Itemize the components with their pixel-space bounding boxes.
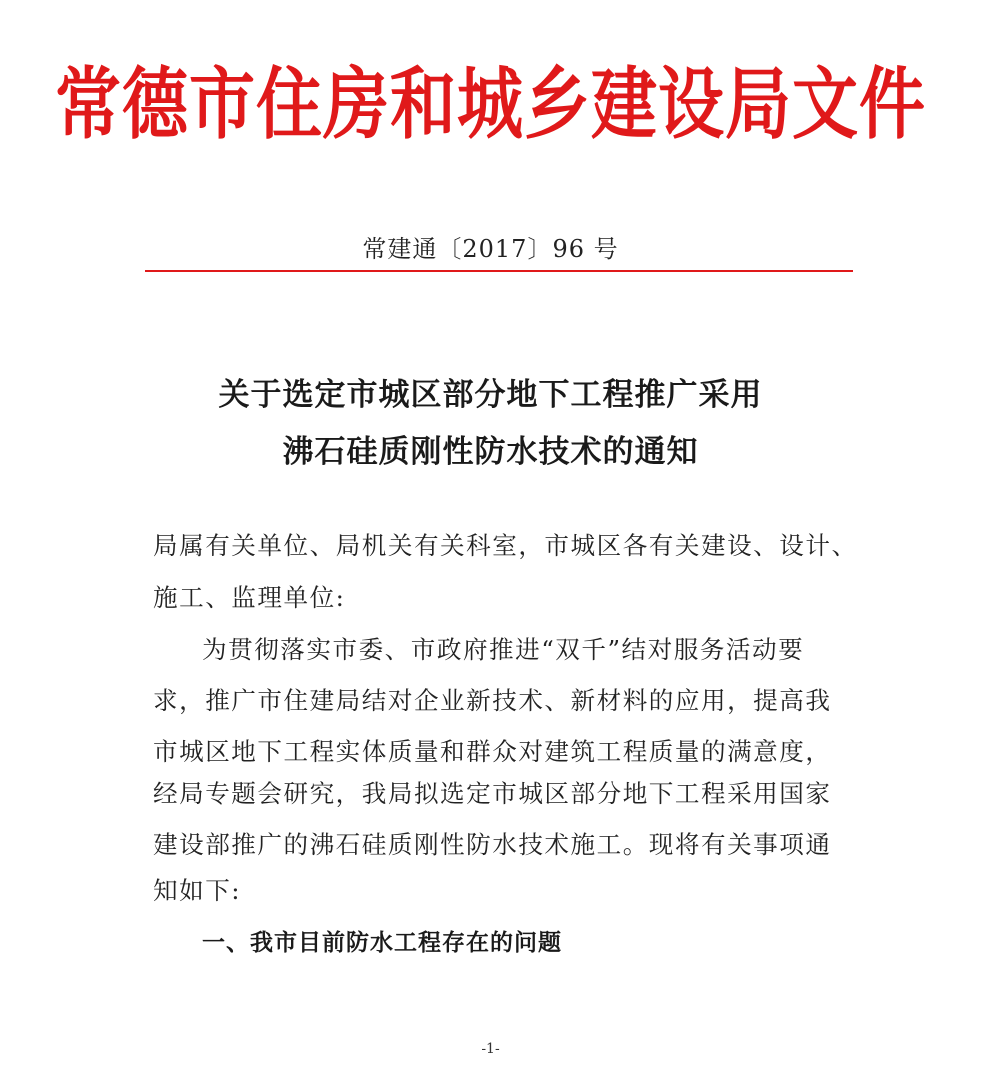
red-divider-line xyxy=(145,270,853,272)
page-number: -1- xyxy=(481,1041,500,1057)
body-paragraph-line: 求，推广市住建局结对企业新技术、新材料的应用，提高我 xyxy=(153,686,832,715)
document-title-line-2: 沸石硅质刚性防水技术的通知 xyxy=(282,434,699,470)
body-paragraph-line: 为贯彻落实市委、市政府推进“双千”结对服务活动要 xyxy=(202,635,805,664)
addressee-line-1: 局属有关单位、局机关有关科室，市城区各有关建设、设计、 xyxy=(153,531,858,560)
document-number: 常建通〔2017〕96 号 xyxy=(362,235,619,263)
document-title-line-1: 关于选定市城区部分地下工程推广采用 xyxy=(218,377,763,413)
section-heading: 一、我市目前防水工程存在的问题 xyxy=(202,930,562,956)
issuer-red-header: 常德市住房和城乡建设局文件 xyxy=(55,59,926,151)
body-paragraph-line: 知如下: xyxy=(153,876,242,905)
body-paragraph-line: 经局专题会研究，我局拟选定市城区部分地下工程采用国家 xyxy=(153,779,832,808)
addressee-line-2: 施工、监理单位: xyxy=(153,583,346,612)
body-paragraph-line: 市城区地下工程实体质量和群众对建筑工程质量的满意度， xyxy=(153,737,832,766)
body-paragraph-line: 建设部推广的沸石硅质刚性防水技术施工。现将有关事项通 xyxy=(153,830,832,859)
